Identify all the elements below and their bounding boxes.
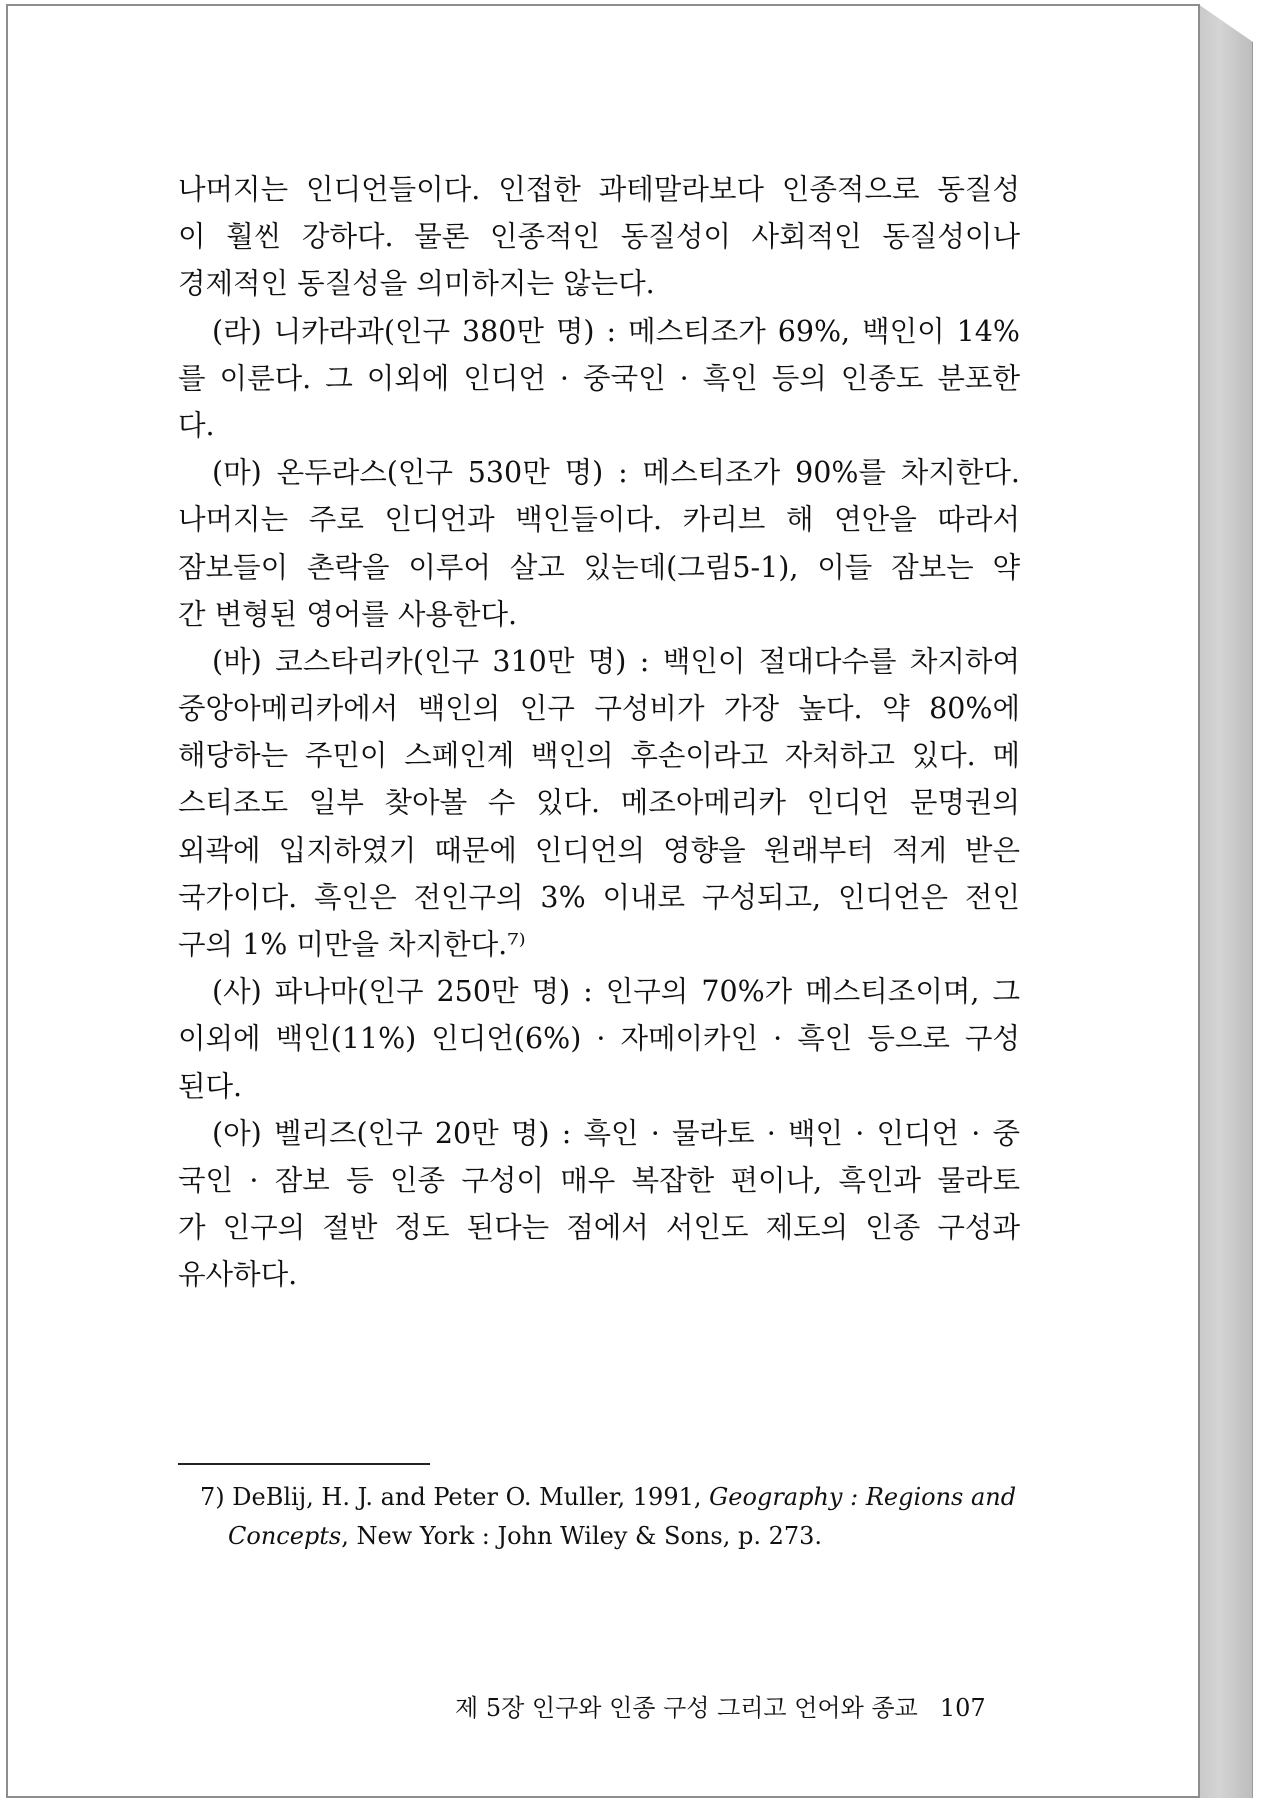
body-line: 된다. xyxy=(178,1069,243,1103)
footnote-line-1: 7) DeBlij, H. J. and Peter O. Muller, 1991, Geography : Regions and xyxy=(200,1483,1017,1511)
body-line: 를 이룬다. 그 이외에 인디언 · 중국인 · 흑인 등의 인종도 분포한 xyxy=(178,361,1020,395)
body-line: (라) 니카라과(인구 380만 명) : 메스티조가 69%, 백인이 14% xyxy=(212,314,1020,348)
body-line: 이 훨씬 강하다. 물론 인종적인 동질성이 사회적인 동질성이나 xyxy=(178,220,1020,254)
body-line: 중앙아메리카에서 백인의 인구 구성비가 가장 높다. 약 80%에 xyxy=(178,692,1020,726)
body-line: 간 변형된 영어를 사용한다. xyxy=(178,597,518,631)
body-line: 스티조도 일부 찾아볼 수 있다. 메조아메리카 인디언 문명권의 xyxy=(178,786,1020,820)
body-line: 외곽에 입지하였기 때문에 인디언의 영향을 원래부터 적게 받은 xyxy=(178,833,1020,867)
body-line: (사) 파나마(인구 250만 명) : 인구의 70%가 메스티조이며, 그 xyxy=(212,975,1020,1009)
body-line: 다. xyxy=(178,408,215,442)
body-line: 유사하다. xyxy=(178,1258,298,1292)
body-line: 나머지는 인디언들이다. 인접한 과테말라보다 인종적으로 동질성 xyxy=(178,173,1020,206)
body-line: 나머지는 주로 인디언과 백인들이다. 카리브 해 연안을 따라서 xyxy=(178,503,1020,537)
footnote xyxy=(178,1478,1020,1556)
body-line: (아) 벨리즈(인구 20만 명) : 흑인 · 물라토 · 백인 · 인디언 · 중 xyxy=(212,1116,1020,1150)
footnote-divider xyxy=(178,1463,430,1465)
body-text xyxy=(178,166,1020,1299)
body-line: 국인 · 잠보 등 인종 구성이 매우 복잡한 편이나, 흑인과 물라토 xyxy=(178,1163,1020,1197)
chapter-title: 제 5장 인구와 인종 구성 그리고 언어와 종교 xyxy=(455,1694,918,1722)
page-number: 107 xyxy=(939,1694,986,1722)
body-line: 국가이다. 흑인은 전인구의 3% 이내로 구성되고, 인디언은 전인 xyxy=(178,880,1020,914)
running-footer xyxy=(455,1688,986,1723)
body-line: 가 인구의 절반 정도 된다는 점에서 서인도 제도의 인종 구성과 xyxy=(178,1211,1020,1245)
body-line: (마) 온두라스(인구 530만 명) : 메스티조가 90%를 차지한다. xyxy=(212,456,1020,490)
body-line: (바) 코스타리카(인구 310만 명) : 백인이 절대다수를 차지하여 xyxy=(212,644,1020,678)
body-line: 경제적인 동질성을 의미하지는 않는다. xyxy=(178,267,655,301)
body-line: 이외에 백인(11%) 인디언(6%) · 자메이카인 · 흑인 등으로 구성 xyxy=(178,1022,1020,1056)
footnote-line-2: Concepts, New York : John Wiley & Sons, p. 273. xyxy=(228,1522,823,1550)
body-line: 잠보들이 촌락을 이루어 살고 있는데(그림5-1), 이들 잠보는 약 xyxy=(178,550,1020,584)
body-line: 구의 1% 미만을 차지한다.⁷⁾ xyxy=(178,928,526,961)
page-edge-shadow xyxy=(1198,4,1253,1798)
body-line: 해당하는 주민이 스페인계 백인의 후손이라고 자처하고 있다. 메 xyxy=(178,739,1020,773)
